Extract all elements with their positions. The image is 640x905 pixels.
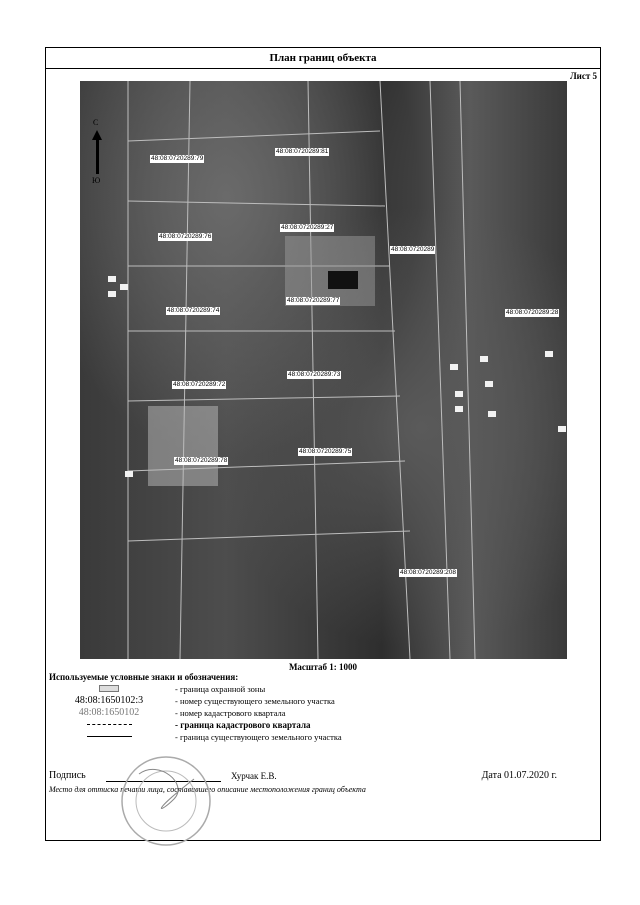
seal-stamp-icon [119,754,214,849]
parcel-label: 48:08:0720289:76 [159,233,212,240]
point-marker [450,364,458,370]
legend [49,683,549,743]
parcel-label: 48:08:0720289:75 [299,448,352,455]
point-marker [108,276,116,282]
parcel-label: 48:08:0720289:27 [281,224,334,231]
stamp-note: Место для оттиска печати лица, составившего описание местоположения границ объекта [49,785,366,794]
document-title: План границ объекта [46,48,600,69]
parcel-label: 48:08:0720289:28 [506,309,559,316]
parcel-label: 48:08:0720289:81 [276,148,329,155]
legend-item [49,695,549,707]
parcel-label: 48:08:0720289:77 [287,297,340,304]
parcel-label: 48:08:0720289:78 [175,457,228,464]
signer-name: Хурчак Е.В. [231,771,277,781]
legend-text: - номер существующего земельного участка [175,696,335,706]
legend-symbol: 48:08:1650102 [78,707,140,718]
point-marker [125,471,133,477]
quarter-label: 48:08:0720289 [391,246,435,253]
south-label: Ю [92,176,101,185]
legend-item [49,707,549,719]
sheet-number: Лист 5 [569,71,597,81]
north-label: С [93,118,99,127]
legend-text: - граница охранной зоны [175,684,266,694]
map-image [80,81,567,659]
point-marker [485,381,493,387]
point-marker [558,426,566,432]
document-sheet [45,47,601,841]
legend-text: - номер кадастрового квартала [175,708,286,718]
legend-item [49,683,549,695]
point-marker [480,356,488,362]
point-marker [455,391,463,397]
protection-zone-symbol-icon [99,685,119,692]
point-marker [488,411,496,417]
point-marker [120,284,128,290]
north-arrow [91,118,105,192]
legend-text: - граница кадастрового квартала [175,720,311,730]
parcel-label: 48:08:0720289:208 [400,569,457,576]
parcel-label: 48:08:0720289:72 [173,381,226,388]
point-marker [108,291,116,297]
legend-text: - граница существующего земельного участка [175,732,342,742]
parcel-label: 48:08:0720289:74 [167,307,220,314]
legend-title: Используемые условные знаки и обозначения: [49,672,239,682]
solid-line-icon [87,736,132,737]
arrow-shaft-icon [96,134,99,174]
parcel-label: 48:08:0720289:73 [288,371,341,378]
parcel-label: 48:08:0720289:79 [151,155,204,162]
parcel-boundaries [80,81,567,659]
map-scale: Масштаб 1: 1000 [288,662,358,672]
signature-label: Подпись [49,770,86,781]
point-marker [455,406,463,412]
point-marker [545,351,553,357]
legend-symbol: 48:08:1650102:3 [74,695,144,706]
dashed-line-icon [87,724,132,725]
document-date: Дата 01.07.2020 г. [481,770,557,781]
legend-item [49,719,549,731]
legend-item [49,731,549,743]
